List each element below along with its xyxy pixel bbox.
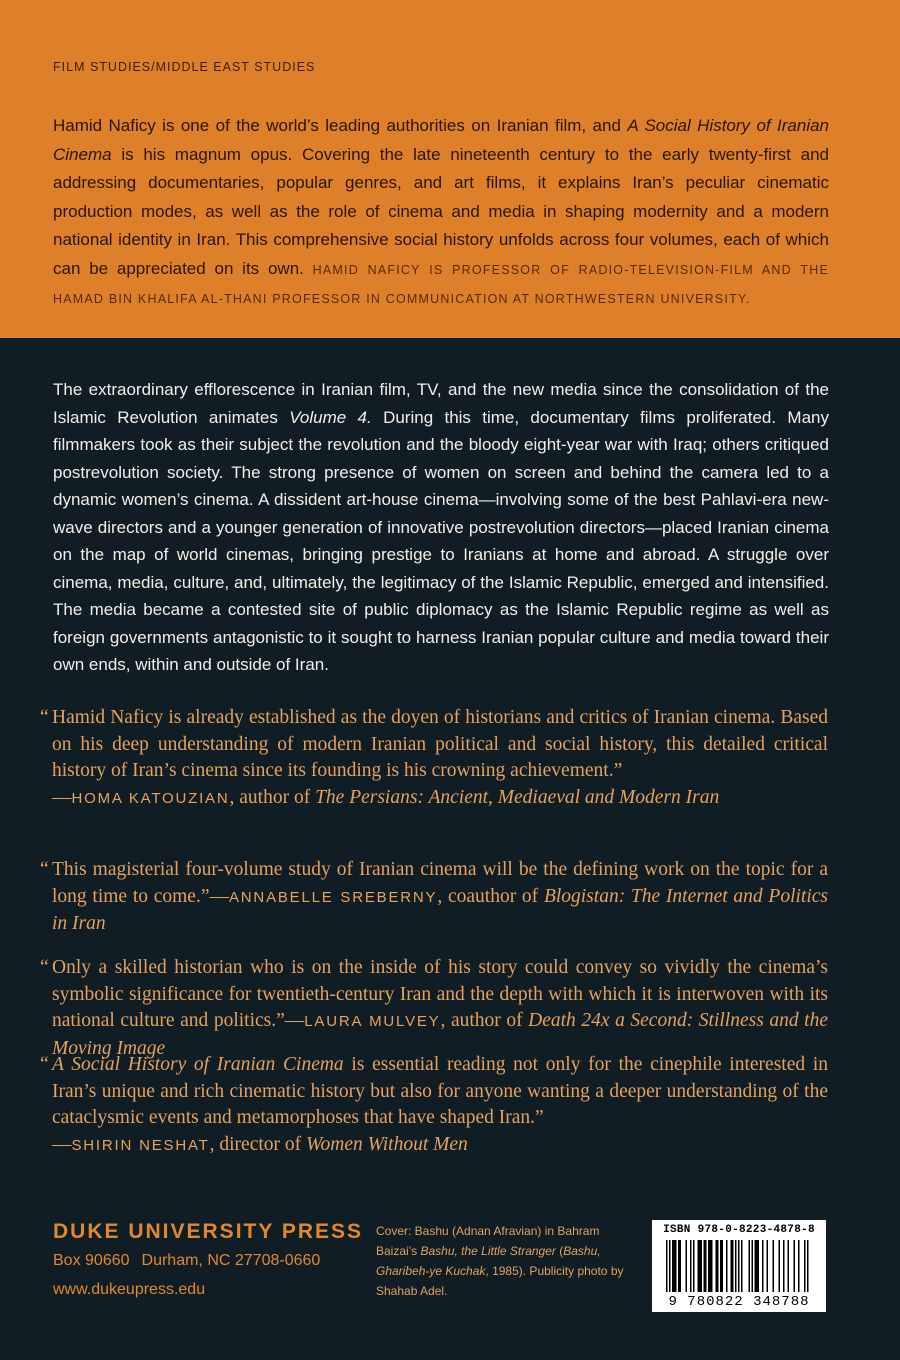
barcode-bar bbox=[762, 1240, 764, 1292]
barcode-bar bbox=[698, 1240, 700, 1292]
barcode-bar bbox=[804, 1240, 806, 1292]
barcode-bar bbox=[741, 1240, 743, 1292]
endorsement-quote bbox=[40, 705, 828, 812]
barcode-bar bbox=[726, 1240, 728, 1292]
barcode-bar bbox=[678, 1240, 680, 1292]
volume-description bbox=[53, 376, 829, 679]
endorsement-quote bbox=[40, 955, 828, 1062]
barcode-bar bbox=[699, 1240, 701, 1292]
quote-author-work: Death 24x a Second: Stillness and the Moving Image bbox=[52, 1010, 828, 1059]
barcode-bar bbox=[773, 1240, 775, 1292]
barcode-bar bbox=[756, 1240, 758, 1292]
open-quote-mark: “ bbox=[40, 707, 49, 728]
credit-text-1: Cover: Bashu (Adnan Afravian) in Bahram Baizai’s bbox=[376, 1224, 600, 1258]
barcode-bar bbox=[674, 1240, 676, 1292]
credit-film-alt-title: Bashu, Gharibeh-ye Kuchak bbox=[376, 1244, 601, 1278]
publisher-box: Box 90660 bbox=[53, 1252, 130, 1269]
barcode-bar bbox=[807, 1240, 809, 1292]
quote-author: ANNABELLE SREBERNY bbox=[229, 888, 438, 906]
quote-dash: — bbox=[52, 1133, 72, 1155]
barcode-bar bbox=[798, 1240, 800, 1292]
intro-text-2: is his magnum opus. Covering the late nineteenth century to the early twenty-first and addressing documentaries, popular genres, and art films, it explains Iran’s peculiar cinematic production modes, as well as the role of cinema and media in shaping modernity and a modern national identity in Iran. This comprehensive social history unfolds across four volumes, each of which can be appreciated on its own. bbox=[53, 144, 829, 278]
barcode-bar bbox=[755, 1240, 757, 1292]
barcode-bar bbox=[710, 1240, 712, 1292]
barcode-bar bbox=[708, 1240, 710, 1292]
credit-text-2: ( bbox=[555, 1244, 564, 1258]
barcode-bar bbox=[732, 1240, 734, 1292]
credit-text-3: , 1985). Publicity photo by Shahab Adel. bbox=[376, 1264, 624, 1298]
credit-film-title: Bashu, the Little Stranger bbox=[420, 1244, 556, 1258]
quote-dash: — bbox=[284, 1010, 305, 1031]
category-label: FILM STUDIES/MIDDLE EAST STUDIES bbox=[53, 60, 316, 74]
publisher-name: DUKE UNIVERSITY PRESS bbox=[53, 1220, 364, 1243]
open-quote-mark: “ bbox=[40, 1054, 49, 1075]
quote-dash: — bbox=[209, 885, 229, 907]
quote-author: LAURA MULVEY bbox=[304, 1013, 441, 1030]
quote-dash: — bbox=[52, 786, 72, 808]
barcode-bar bbox=[783, 1240, 785, 1292]
intro-text-1: Hamid Naficy is one of the world’s leading authorities on Iranian film, and bbox=[53, 116, 628, 135]
description-volume: Volume 4. bbox=[289, 407, 372, 427]
barcode-bar bbox=[722, 1240, 724, 1292]
barcode-bar bbox=[794, 1240, 796, 1292]
quote-author-role: , coauthor of bbox=[437, 885, 544, 907]
barcode-bar bbox=[680, 1240, 682, 1292]
quote-author-role: , author of bbox=[440, 1010, 529, 1031]
publisher-address bbox=[53, 1252, 332, 1270]
quote-author-work: Blogistan: The Internet and Politics in Iran bbox=[52, 885, 828, 934]
barcode-bar bbox=[690, 1240, 692, 1292]
quote-author-work: The Persians: Ancient, Mediaeval and Modern Iran bbox=[315, 786, 720, 808]
isbn-number: ISBN 978-0-8223-4878-8 bbox=[663, 1224, 815, 1236]
ean-digits: 9 780822 348788 bbox=[668, 1294, 810, 1310]
quote-text: This magisterial four-volume study of Iranian cinema will be the defining work on the topic for a long time to come.” bbox=[52, 859, 828, 907]
barcode-bar bbox=[704, 1240, 706, 1292]
endorsement-quote bbox=[40, 857, 828, 938]
quote-author-role: , author of bbox=[229, 786, 316, 808]
barcode-bar bbox=[788, 1240, 790, 1292]
barcode-bar bbox=[717, 1240, 719, 1292]
barcode-bar bbox=[701, 1240, 703, 1292]
description-text-1: The extraordinary efflorescence in Iranian film, TV, and the new media since the consolidation of the Islamic Revolution animates bbox=[53, 380, 829, 427]
quote-author: SHIRIN NESHAT bbox=[71, 1136, 210, 1154]
quote-author: HOMA KATOUZIAN bbox=[71, 789, 230, 807]
quote-text: is essential reading not only for the cinephile interested in Iran’s unique and rich cinematic history but also for anyone wanting a deeper understanding of the cataclysmic events and metamorphoses that have shaped Iran.” bbox=[52, 1054, 828, 1128]
barcode-bars bbox=[666, 1240, 812, 1292]
barcode-bar bbox=[767, 1240, 769, 1292]
barcode-bar bbox=[735, 1240, 737, 1292]
open-quote-mark: “ bbox=[40, 957, 49, 978]
barcode-bar bbox=[669, 1240, 671, 1292]
barcode-bar bbox=[672, 1240, 674, 1292]
isbn-barcode bbox=[652, 1220, 826, 1312]
open-quote-mark: “ bbox=[40, 859, 49, 880]
quote-author-work: Women Without Men bbox=[306, 1133, 468, 1155]
summary-panel bbox=[0, 0, 900, 338]
publisher-website: www.dukeupress.edu bbox=[53, 1281, 206, 1298]
barcode-bar bbox=[666, 1240, 668, 1292]
quote-author-role: , director of bbox=[209, 1133, 307, 1155]
barcode-bar bbox=[716, 1240, 718, 1292]
barcode-bar bbox=[720, 1240, 722, 1292]
barcode-bar bbox=[711, 1240, 713, 1292]
publisher-city: Durham, NC 27708-0660 bbox=[141, 1252, 321, 1269]
author-bio: HAMID NAFICY IS PROFESSOR OF RADIO-TELEVISION-FILM AND THE HAMAD BIN KHALIFA AL-THANI PROFESSOR IN COMMUNICATION AT NORTHWESTERN UNIVERSITY. bbox=[53, 262, 829, 306]
quote-book-title: A Social History of Iranian Cinema bbox=[52, 1054, 344, 1075]
description-text-2: During this time, documentary films proliferated. Many filmmakers took as their subject the revolution and the bloody eight-year war with Iraq; others critiqued postrevolution society. The strong presence of women on screen and behind the camera led to a dynamic women’s cinema. A dissident art-house cinema—involving some of the best Pahlavi-era new-wave directors and a younger generation of innovative postrevolution directors—placed Iranian cinema on the map of world cinemas, bringing prestige to Iranians at home and abroad. A struggle over cinema, media, culture, and, ultimately, the legitimacy of the Islamic Republic, emerged and intensified. The media became a contested site of public diplomacy as the Islamic Republic regime as well as foreign governments antagonistic to it sought to harness Iranian popular culture and media toward their own ends, within and outside of Iran. bbox=[53, 407, 829, 674]
barcode-bar bbox=[675, 1240, 677, 1292]
barcode-bar bbox=[749, 1240, 751, 1292]
barcode-bar bbox=[686, 1240, 688, 1292]
barcode-bar bbox=[752, 1240, 754, 1292]
endorsement-quote bbox=[40, 1052, 828, 1159]
intro-book-title: A Social History of Iranian Cinema bbox=[53, 116, 830, 164]
cover-credit bbox=[376, 1221, 626, 1301]
barcode-bar bbox=[779, 1240, 781, 1292]
intro-paragraph bbox=[53, 112, 829, 314]
barcode-bar bbox=[731, 1240, 733, 1292]
barcode-bar bbox=[738, 1240, 740, 1292]
quote-text: Hamid Naficy is already established as the doyen of historians and critics of Iranian cinema. Based on his deep understanding of modern Iranian political and social history, this detailed critical history of Iran’s cinema since its founding is his crowning achievement.” bbox=[52, 707, 828, 781]
barcode-bar bbox=[705, 1240, 707, 1292]
barcode-bar bbox=[758, 1240, 760, 1292]
quote-text: Only a skilled historian who is on the inside of his story could convey so vividly the cinema’s symbolic significance for twentieth-century Iran and the depth with which it is interwoven with its national culture and politics.” bbox=[52, 957, 828, 1031]
barcode-bar bbox=[693, 1240, 695, 1292]
